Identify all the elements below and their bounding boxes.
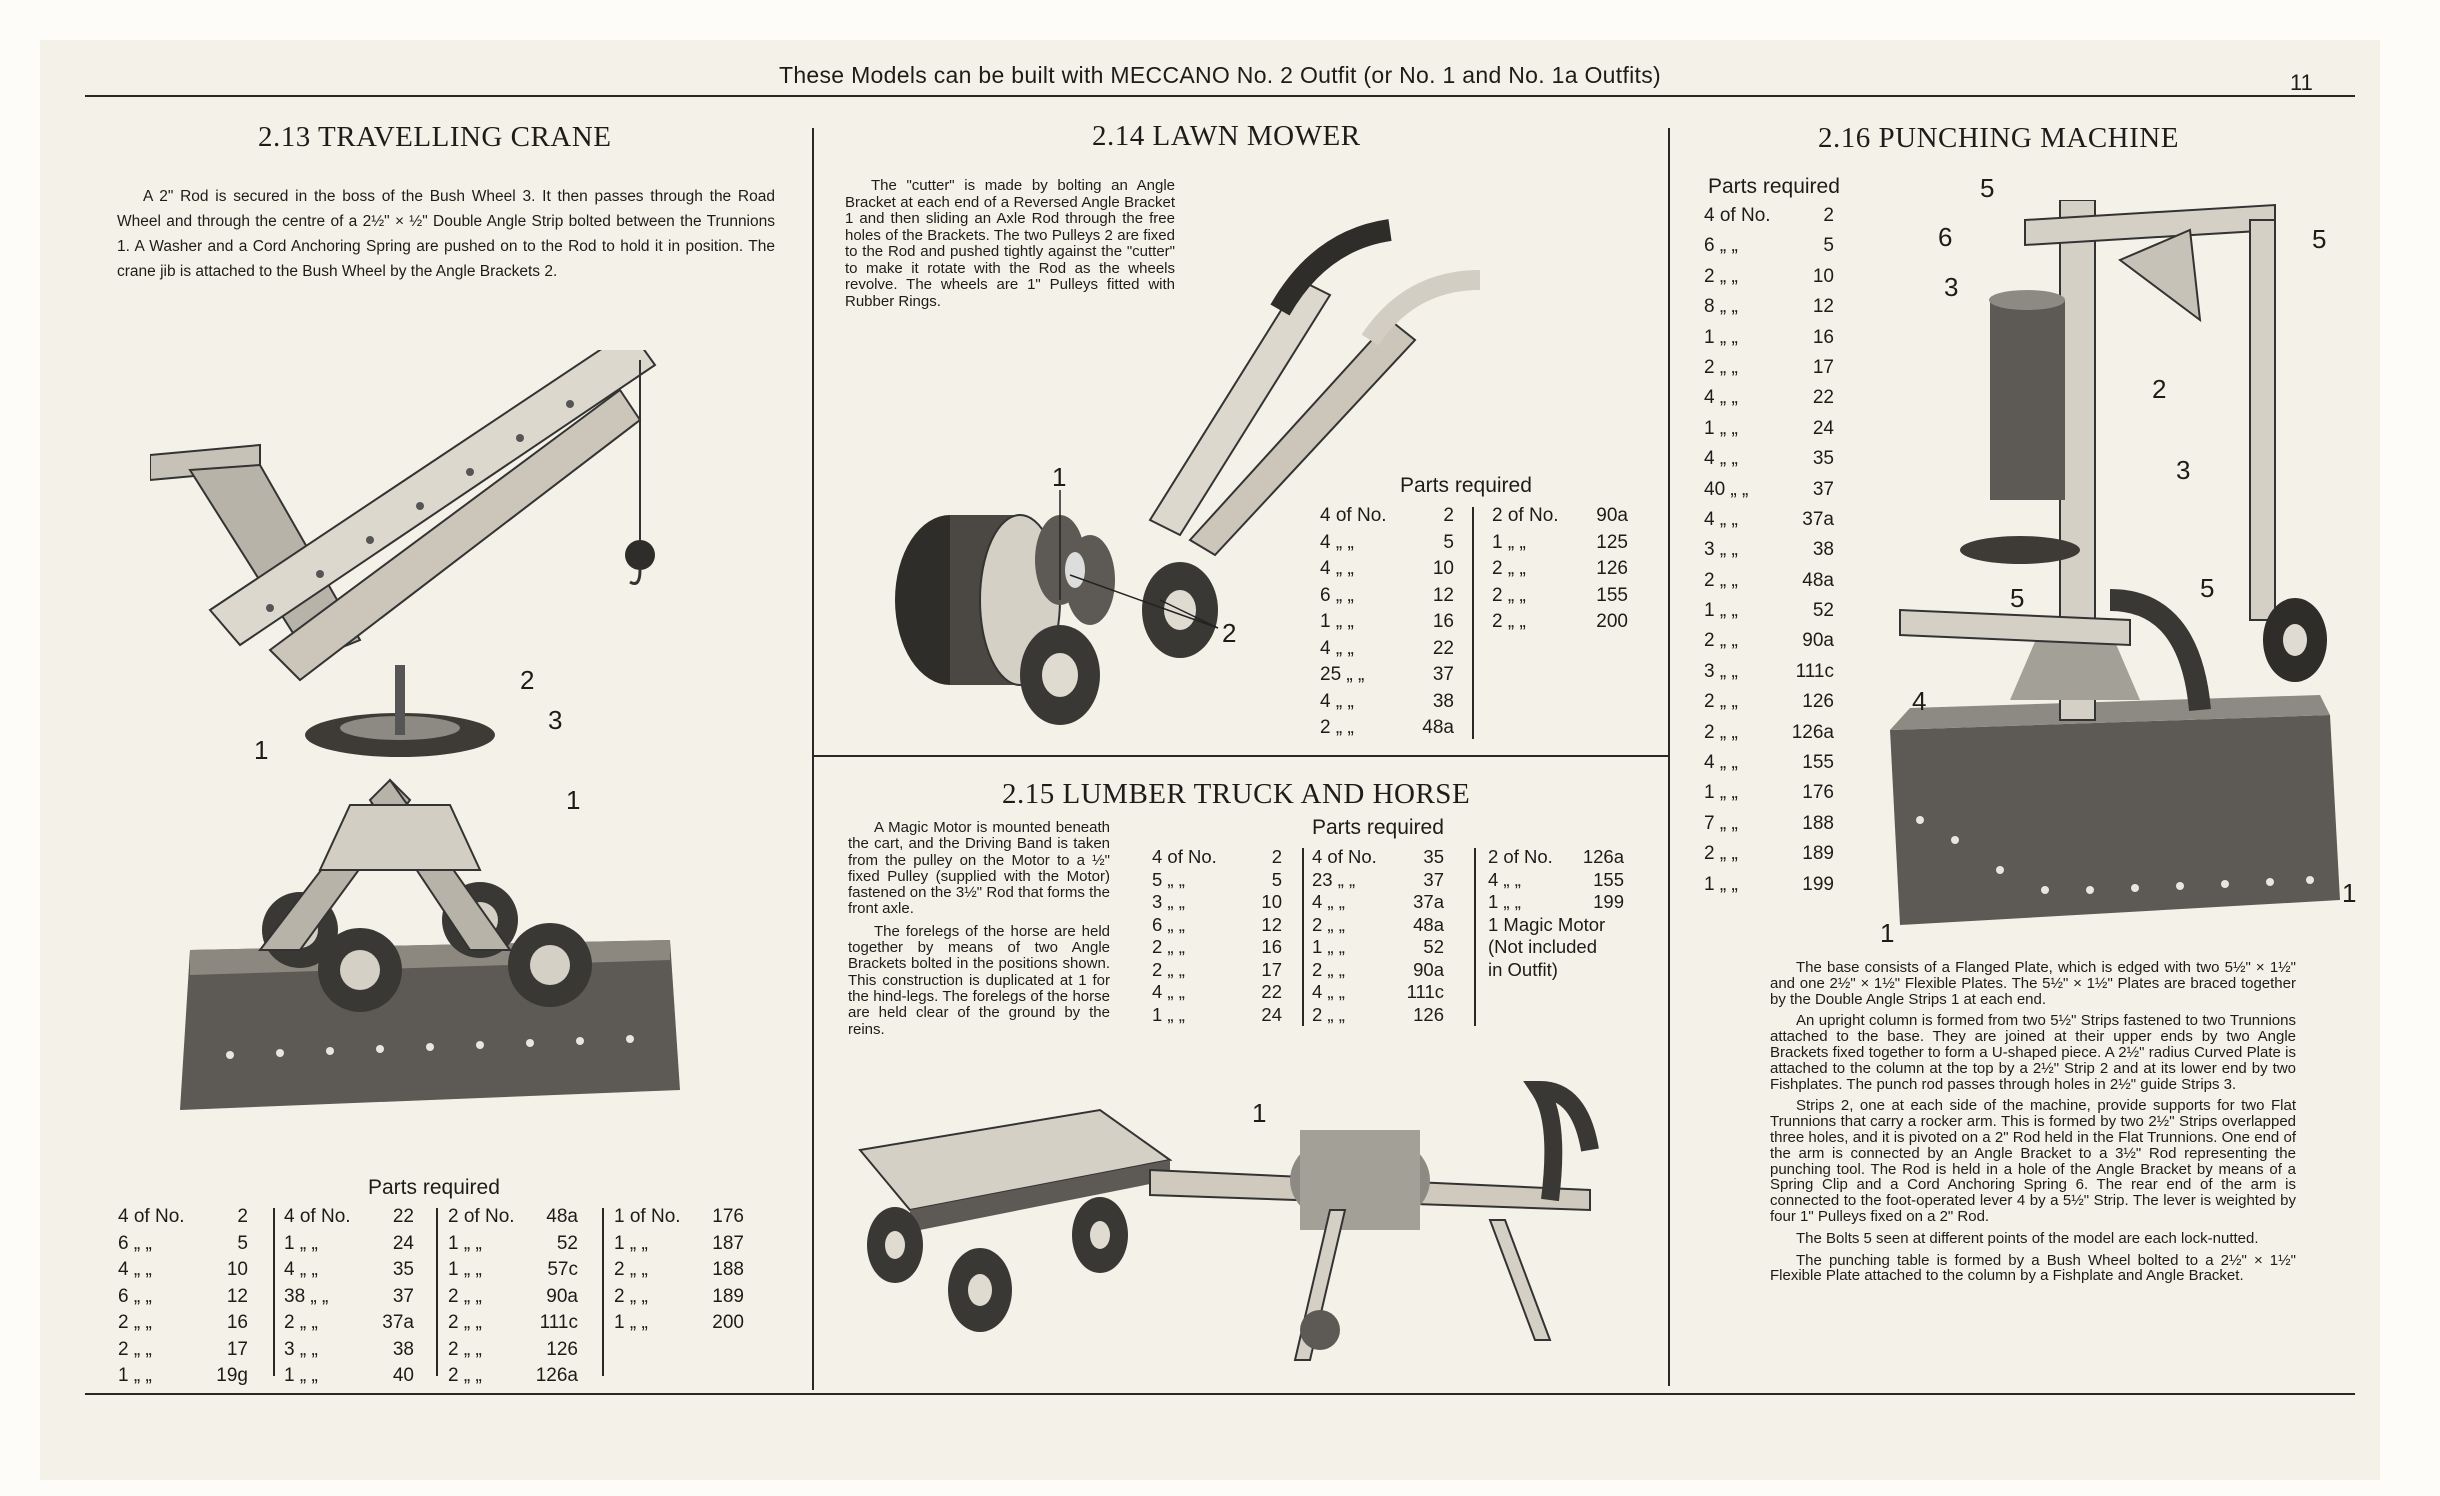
- parts-row: 1 „ „ 52: [448, 1232, 578, 1254]
- punching-parts-table: [1704, 205, 1864, 905]
- parts-row: 7 „ „ 188: [1704, 812, 1834, 834]
- punch-callout-3-right: 3: [2176, 455, 2191, 485]
- crane-callout-3: 3: [548, 705, 563, 735]
- parts-note-line: in Outfit): [1488, 958, 1558, 980]
- lumber-truck-text: [848, 820, 1110, 1044]
- parts-row: 2 „ „ 126: [448, 1338, 578, 1360]
- parts-separator: [1472, 507, 1474, 739]
- travelling-crane-illustration: [150, 350, 730, 1150]
- parts-row: 2 „ „ 126a: [448, 1365, 578, 1386]
- punch-callout-5-lower: 5: [2200, 573, 2215, 603]
- parts-row: 1 „ „ 16: [1704, 326, 1834, 348]
- parts-row: 40 „ „ 37: [1704, 478, 1834, 500]
- travelling-crane-paragraph: A 2" Rod is secured in the boss of the Bush Wheel 3. It then passes through the Road Wheel and through the centre of a 2½" × ½" Double Angle Strip bolted between the Trunnions 1. A Washer and a Cord Anchoring Spring are pushed on to the Rod to hold it in position. The crane jib is attached to the Bush Wheel by the Angle Brackets 2.: [117, 188, 775, 280]
- parts-row: 1 „ „ 16: [1320, 611, 1454, 632]
- page-header: These Models can be built with MECCANO No. 2 Outfit (or No. 1 and No. 1a Outfits): [778, 62, 1662, 88]
- parts-row: 2 „ „ 17: [1704, 356, 1834, 378]
- parts-row: 2 „ „ 37a: [284, 1312, 414, 1333]
- lumber-parts-col-1: [1152, 846, 1282, 1026]
- parts-row: 1 „ „ 187: [614, 1232, 744, 1254]
- punching-paragraph-5: The punching table is formed by a Bush Wheel bolted to a 2½" × 1½" Flexible Plate attached to the column by a Fishplate and Angle Bracket.: [1770, 1251, 2296, 1285]
- parts-row: 2 „ „ 200: [1492, 611, 1628, 632]
- parts-row: 2 „ „ 189: [614, 1285, 744, 1307]
- punching-paragraph-4: The Bolts 5 seen at different points of the model are each lock-nutted.: [1796, 1229, 2259, 1247]
- lawn-mower-title: 2.14 LAWN MOWER: [1092, 120, 1361, 152]
- parts-row: 5 „ „ 5: [1152, 868, 1282, 890]
- parts-row: 6 „ „ 12: [1152, 913, 1282, 935]
- parts-row: 2 „ „ 90a: [1704, 630, 1834, 652]
- travelling-crane-text: [117, 184, 775, 290]
- parts-row: 2 „ „ 188: [614, 1259, 744, 1280]
- mower-callout-1: 1: [1052, 462, 1067, 492]
- crane-parts-col-1: [118, 1206, 248, 1392]
- punch-callout-5-mid: 5: [2010, 583, 2025, 613]
- lumber-truck-paragraph-1: A Magic Motor is mounted beneath the cart, and the Driving Band is taken from the pulley on the Motor to a ½" fixed Pulley (supplied with the Motor) fastened on the 3½" Rod that forms the front axle.: [848, 819, 1110, 918]
- parts-row: 1 „ „ 24: [1704, 417, 1834, 439]
- crane-parts-table: [118, 1206, 778, 1396]
- crane-callout-1-left: 1: [254, 735, 269, 765]
- parts-row: 2 „ „ 48a: [1704, 569, 1834, 591]
- parts-row: 8 „ „ 12: [1704, 296, 1834, 318]
- lumber-parts-col-2: [1312, 846, 1444, 1026]
- parts-row: 4 of No. 22: [284, 1206, 414, 1227]
- parts-row: 2 „ „ 16: [1152, 936, 1282, 957]
- parts-separator: [602, 1208, 604, 1376]
- parts-row: 1 „ „ 199: [1488, 891, 1624, 912]
- parts-row: 2 „ „ 126: [1492, 558, 1628, 579]
- parts-row: 1 „ „ 176: [1704, 782, 1834, 804]
- parts-row: 4 „ „ 37a: [1704, 508, 1834, 530]
- punching-paragraph-3: Strips 2, one at each side of the machine, provide supports for two Flat Trunnions that carry a rocker arm. This is formed by two 2½" Strips overlapped three holes, and it is pivoted on a 2" Rod held in the Flat Trunnions. One end of the arm is connected by an Angle Bracket to a 3½" Rod representing the punching tool. The Rod is held in a hole of the Angle Bracket by means of a Spring Clip and a Cord Anchoring Spring 6. The rear end of the arm is connected to the foot-operated lever 4 by a 5½" Strip. The lever is weighted by four 1" Pulleys fixed on a 2" Rod.: [1770, 1097, 2296, 1225]
- punch-callout-2: 2: [2152, 374, 2167, 404]
- punching-machine-illustration: [1880, 200, 2350, 940]
- crane-parts-col-4: [614, 1206, 744, 1339]
- parts-note-line: (Not included: [1488, 936, 1598, 957]
- punching-machine-text: [1770, 960, 2296, 1290]
- parts-row: 2 of No. 90a: [1492, 505, 1628, 526]
- parts-row: 1 „ „ 125: [1492, 531, 1628, 553]
- punch-callout-5-top: 5: [1980, 173, 1995, 203]
- punch-callout-4: 4: [1912, 686, 1927, 716]
- parts-row: 1 of No. 176: [614, 1206, 744, 1227]
- parts-row: 4 „ „ 155: [1704, 752, 1834, 774]
- mower-callout-leaders: [1040, 480, 1240, 640]
- parts-row: 4 „ „ 10: [1320, 558, 1454, 579]
- parts-row: 2 „ „ 16: [118, 1312, 248, 1333]
- parts-row: 6 „ „ 12: [1320, 584, 1454, 606]
- lumber-callout-1: 1: [1252, 1098, 1267, 1128]
- parts-separator: [436, 1208, 438, 1376]
- parts-row: 2 „ „ 10: [1704, 265, 1834, 287]
- parts-row: 2 „ „ 189: [1704, 843, 1834, 865]
- punch-callout-6: 6: [1938, 222, 1953, 252]
- crane-parts-heading: Parts required: [368, 1176, 500, 1199]
- parts-row: 4 „ „ 5: [1320, 531, 1454, 553]
- crane-callout-1-right: 1: [566, 785, 581, 815]
- parts-row: 3 „ „ 111c: [1704, 660, 1834, 682]
- parts-row: 23 „ „ 37: [1312, 868, 1444, 890]
- parts-note-line: 1 Magic Motor: [1488, 913, 1606, 935]
- parts-row: 6 „ „ 12: [118, 1285, 248, 1307]
- lumber-truck-illustration: [850, 1040, 1650, 1385]
- parts-row: 25 „ „ 37: [1320, 664, 1454, 685]
- parts-row: 2 „ „ 48a: [1312, 913, 1444, 935]
- mower-parts-col-2: [1492, 505, 1628, 638]
- parts-row: 2 „ „ 17: [118, 1338, 248, 1360]
- mower-parts-col-1: [1320, 505, 1454, 744]
- punching-parts-col: [1704, 205, 1834, 904]
- parts-row: 2 „ „ 17: [1152, 958, 1282, 980]
- parts-row: 2 „ „ 126a: [1704, 721, 1834, 743]
- parts-row: 4 „ „ 10: [118, 1259, 248, 1280]
- parts-row: 2 „ „ 90a: [1312, 958, 1444, 980]
- parts-row: 2 „ „ 126: [1704, 691, 1834, 713]
- parts-row: 4 „ „ 22: [1320, 637, 1454, 659]
- lumber-parts-col-3: [1488, 846, 1624, 981]
- punch-callout-1-left: 1: [1880, 918, 1895, 948]
- parts-row: 4 „ „ 111c: [1312, 981, 1444, 1002]
- parts-row: 1 „ „ 199: [1704, 873, 1834, 895]
- parts-row: 4 of No. 2: [118, 1206, 248, 1227]
- parts-row: 1 „ „ 52: [1312, 936, 1444, 957]
- column-divider-left: [812, 128, 814, 1390]
- parts-row: 2 „ „ 90a: [448, 1285, 578, 1307]
- mower-parts-heading: Parts required: [1400, 474, 1532, 497]
- lumber-truck-paragraph-2: The forelegs of the horse are held together by means of two Angle Brackets bolted in the positions shown. This construction is duplicated at 1 for the hind-legs. The forelegs of the horse are held clear of the ground by the reins.: [848, 922, 1110, 1038]
- parts-row: 4 „ „ 37a: [1312, 891, 1444, 912]
- punch-callout-1-right: 1: [2342, 878, 2357, 908]
- lawn-mower-paragraph: The "cutter" is made by bolting an Angle Bracket at each end of a Reversed Angle Bracket 1 and then sliding an Axle Rod through the free holes of the Brackets. The two Pulleys 2 are fixed to the Rod and pushed tightly against the "cutter" to make it rotate with the Rod as the wheels revolve. The wheels are 1" Pulleys fitted with Rubber Rings.: [845, 177, 1175, 310]
- parts-row: 2 „ „ 155: [1492, 584, 1628, 606]
- page-number: 11: [2290, 70, 2313, 95]
- parts-row: 4 „ „ 155: [1488, 868, 1624, 890]
- parts-row: 4 „ „ 38: [1320, 690, 1454, 712]
- parts-row: 2 „ „ 111c: [448, 1312, 578, 1333]
- parts-row: 1 „ „ 57c: [448, 1259, 578, 1280]
- lumber-parts-table: [1152, 846, 1662, 1061]
- punching-machine-title: 2.16 PUNCHING MACHINE: [1818, 122, 2179, 154]
- parts-row: 2 „ „ 126: [1312, 1003, 1444, 1025]
- mower-callout-2: 2: [1222, 618, 1237, 648]
- parts-row: 4 „ „ 35: [1704, 448, 1834, 470]
- parts-row: 1 „ „ 24: [1152, 1003, 1282, 1025]
- parts-row: 38 „ „ 37: [284, 1285, 414, 1307]
- crane-callout-2: 2: [520, 665, 535, 695]
- punch-callout-5-right: 5: [2312, 224, 2327, 254]
- parts-row: 1 „ „ 40: [284, 1365, 414, 1386]
- column-divider-right: [1668, 128, 1670, 1386]
- punching-parts-heading: Parts required: [1708, 175, 1840, 198]
- lumber-parts-heading: Parts required: [1312, 816, 1444, 839]
- parts-separator: [273, 1208, 275, 1376]
- parts-row: 1 „ „ 200: [614, 1312, 744, 1333]
- parts-row: 3 „ „ 38: [1704, 539, 1834, 561]
- parts-separator: [1302, 848, 1304, 1026]
- parts-row: 1 „ „ 24: [284, 1232, 414, 1254]
- parts-row: 4 of No. 2: [1704, 205, 1834, 226]
- travelling-crane-title: 2.13 TRAVELLING CRANE: [258, 121, 612, 153]
- parts-row: 4 of No. 2: [1320, 505, 1454, 526]
- header-rule: [85, 95, 2355, 97]
- parts-row: 4 of No. 35: [1312, 846, 1444, 867]
- parts-separator: [1474, 848, 1476, 1026]
- crane-parts-col-2: [284, 1206, 414, 1392]
- punch-callout-3-left: 3: [1944, 272, 1959, 302]
- parts-row: 1 „ „ 19g: [118, 1365, 248, 1386]
- parts-row: 2 of No. 126a: [1488, 846, 1624, 867]
- parts-row: 6 „ „ 5: [1704, 235, 1834, 257]
- parts-row: 3 „ „ 10: [1152, 891, 1282, 912]
- mower-parts-table: [1320, 505, 1650, 745]
- parts-row: 3 „ „ 38: [284, 1338, 414, 1360]
- punching-paragraph-2: An upright column is formed from two 5½" Strips fastened to two Trunnions attached to the base. They are joined at their upper ends by two Angle Brackets fixed together to form a U-shaped piece. A 2½" radius Curved Plate is attached to the column at the top by a 2½" Strip 2 and at its lower end by two Fishplates. The punch rod passes through holes in 2½" guide Strips 3.: [1770, 1012, 2296, 1093]
- parts-row: 1 „ „ 52: [1704, 600, 1834, 622]
- lumber-truck-title: 2.15 LUMBER TRUCK AND HORSE: [1002, 778, 1471, 810]
- parts-row: 4 „ „ 35: [284, 1259, 414, 1280]
- parts-row: 2 of No. 48a: [448, 1206, 578, 1227]
- parts-row: 4 „ „ 22: [1152, 981, 1282, 1002]
- crane-parts-col-3: [448, 1206, 578, 1392]
- middle-section-divider: [814, 755, 1668, 757]
- punching-paragraph-1: The base consists of a Flanged Plate, which is edged with two 5½" × 1½" and one 2½" × 1½" Flexible Plates. The 5½" × 1½" Plates are braced together by the Double Angle Strips 1 at each end.: [1770, 959, 2296, 1008]
- parts-row: 4 „ „ 22: [1704, 387, 1834, 409]
- parts-row: 4 of No. 2: [1152, 846, 1282, 867]
- parts-row: 6 „ „ 5: [118, 1232, 248, 1254]
- parts-row: 2 „ „ 48a: [1320, 717, 1454, 738]
